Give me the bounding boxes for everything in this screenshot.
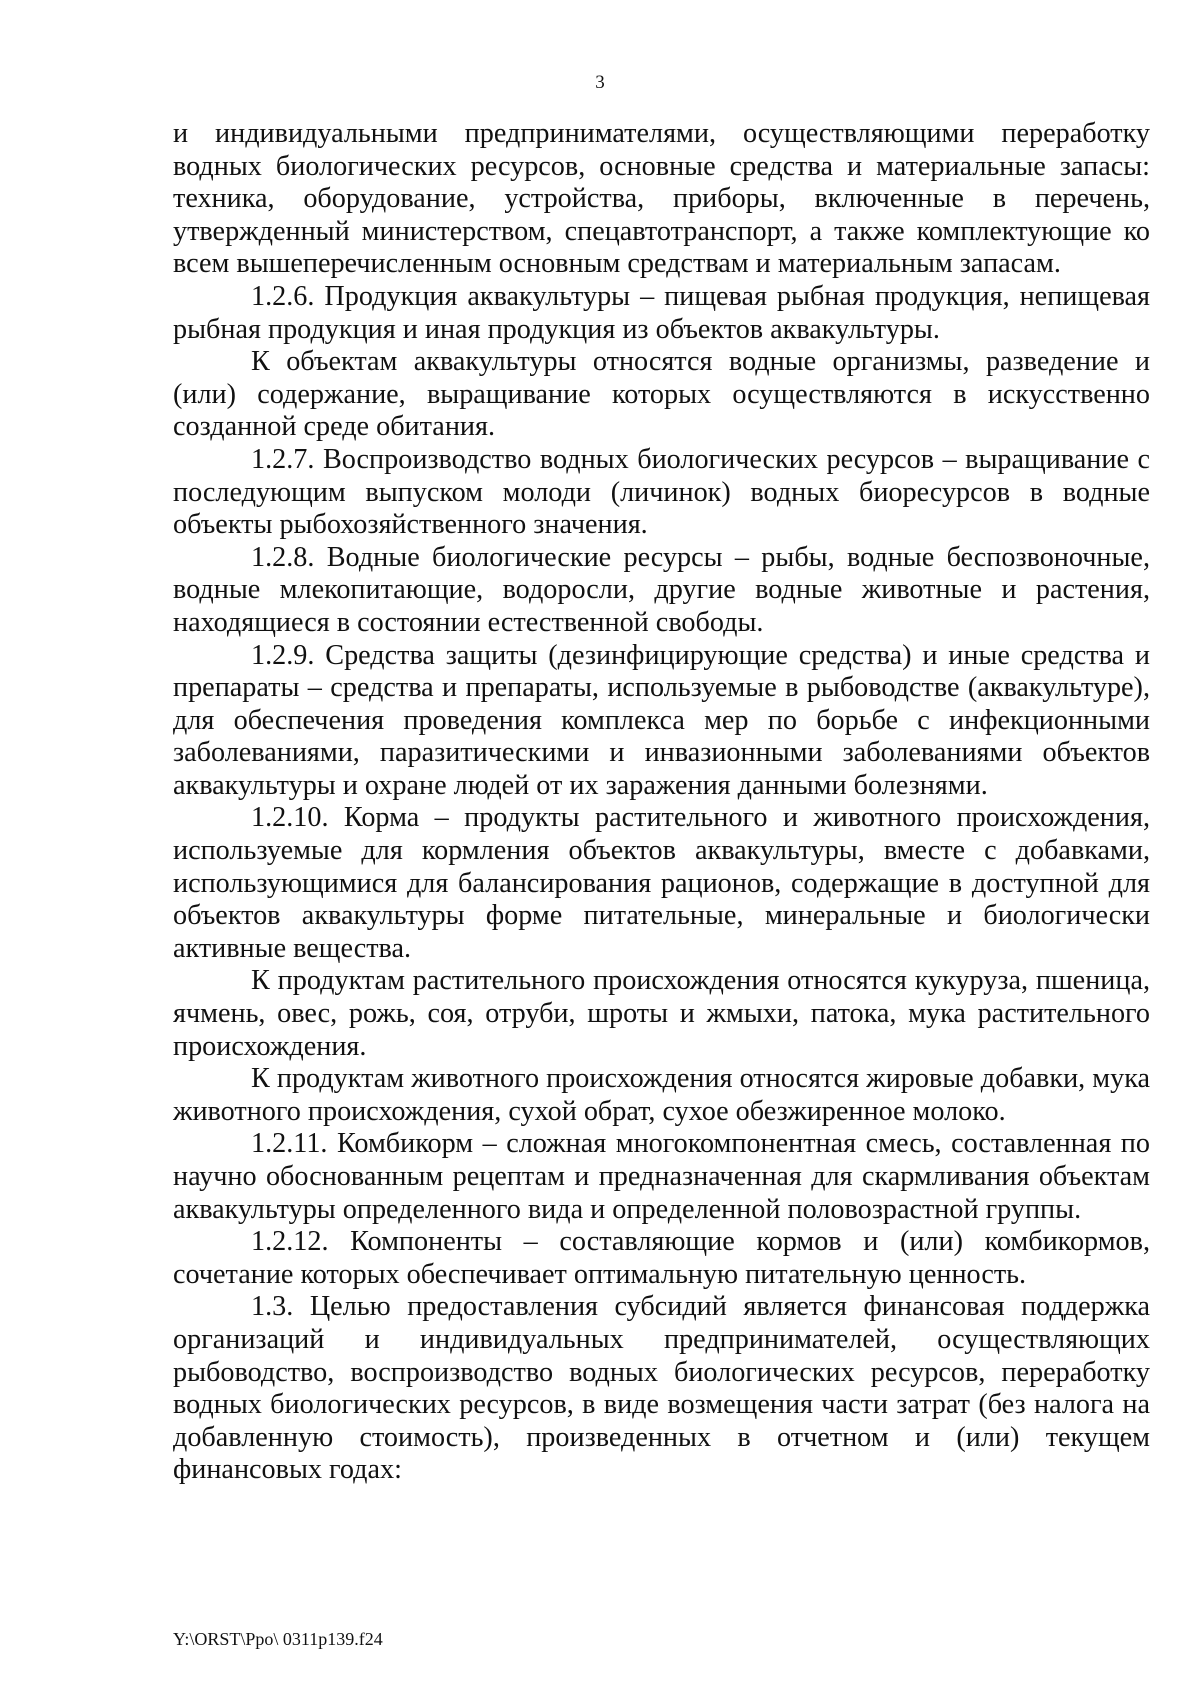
- footer-file-path: Y:\ORST\Ppo\ 0311p139.f24: [173, 1629, 383, 1649]
- paragraph-1-2-6: 1.2.6. Продукция аквакультуры – пищевая рыбная продукция, непищевая рыбная продукция и иная продукция из объектов аквакультуры.: [173, 280, 1150, 345]
- document-body: [173, 118, 1150, 1487]
- paragraph-aquaculture-objects: К объектам аквакультуры относятся водные организмы, разведение и (или) содержание, выращивание которых осуществляются в искусственно созданной среде обитания.: [173, 346, 1150, 443]
- paragraph-animal-products: К продуктам животного происхождения относятся жировые добавки, мука животного происхождения, сухой обрат, сухое обезжиренное молоко.: [173, 1063, 1150, 1127]
- paragraph-1-3: 1.3. Целью предоставления субсидий является финансовая поддержка организаций и индивидуальных предпринимателей, осуществляющих рыбоводство, воспроизводство водных биологических ресурсов, переработку водных биологических ресурсов, в виде возмещения части затрат (без налога на добавленную стоимость), произведенных в отчетном и (или) текущем финансовых годах:: [173, 1291, 1150, 1486]
- paragraph-1-2-10: 1.2.10. Корма – продукты растительного и животного происхождения, используемые для кормления объектов аквакультуры, вместе с добавками, использующимися для балансирования рационов, содержащие в доступной для объектов аквакультуры форме питательные, минеральные и биологически активные вещества.: [173, 802, 1150, 964]
- paragraph-1-2-9: 1.2.9. Средства защиты (дезинфицирующие средства) и иные средства и препараты – средства и препараты, используемые в рыбоводстве (аквакультуре), для обеспечения проведения комплекса мер по борьбе с инфекционными заболеваниями, паразитическими и инвазионными заболеваниями объектов аквакультуры и охране людей от их заражения данными болезнями.: [173, 639, 1150, 801]
- paragraph-1-2-11: 1.2.11. Комбикорм – сложная многокомпонентная смесь, составленная по научно обоснованным рецептам и предназначенная для скармливания объектам аквакультуры определенного вида и определенной половозрастной группы.: [173, 1128, 1150, 1225]
- paragraph-continuation: и индивидуальными предпринимателями, осуществляющими переработку водных биологических ресурсов, основные средства и материальные запасы: техника, оборудование, устройства, приборы, включенные в перечень, утвержденный министерством, спецавтотранспорт, а также комплектующие ко всем вышеперечисленным основным средствам и материальным запасам.: [173, 118, 1150, 280]
- paragraph-1-2-12: 1.2.12. Компоненты – составляющие кормов и (или) комбикормов, сочетание которых обеспечивает оптимальную питательную ценность.: [173, 1226, 1150, 1290]
- paragraph-1-2-8: 1.2.8. Водные биологические ресурсы – рыбы, водные беспозвоночные, водные млекопитающие, водоросли, другие водные животные и растения, находящиеся в состоянии естественной свободы.: [173, 541, 1150, 638]
- paragraph-1-2-7: 1.2.7. Воспроизводство водных биологических ресурсов – выращивание с последующим выпуском молоди (личинок) водных биоресурсов в водные объекты рыбохозяйственного значения.: [173, 443, 1150, 541]
- paragraph-plant-products: К продуктам растительного происхождения относятся кукуруза, пшеница, ячмень, овес, рожь, соя, отруби, шроты и жмыхи, патока, мука растительного происхождения.: [173, 965, 1150, 1062]
- page-number: 3: [595, 72, 605, 93]
